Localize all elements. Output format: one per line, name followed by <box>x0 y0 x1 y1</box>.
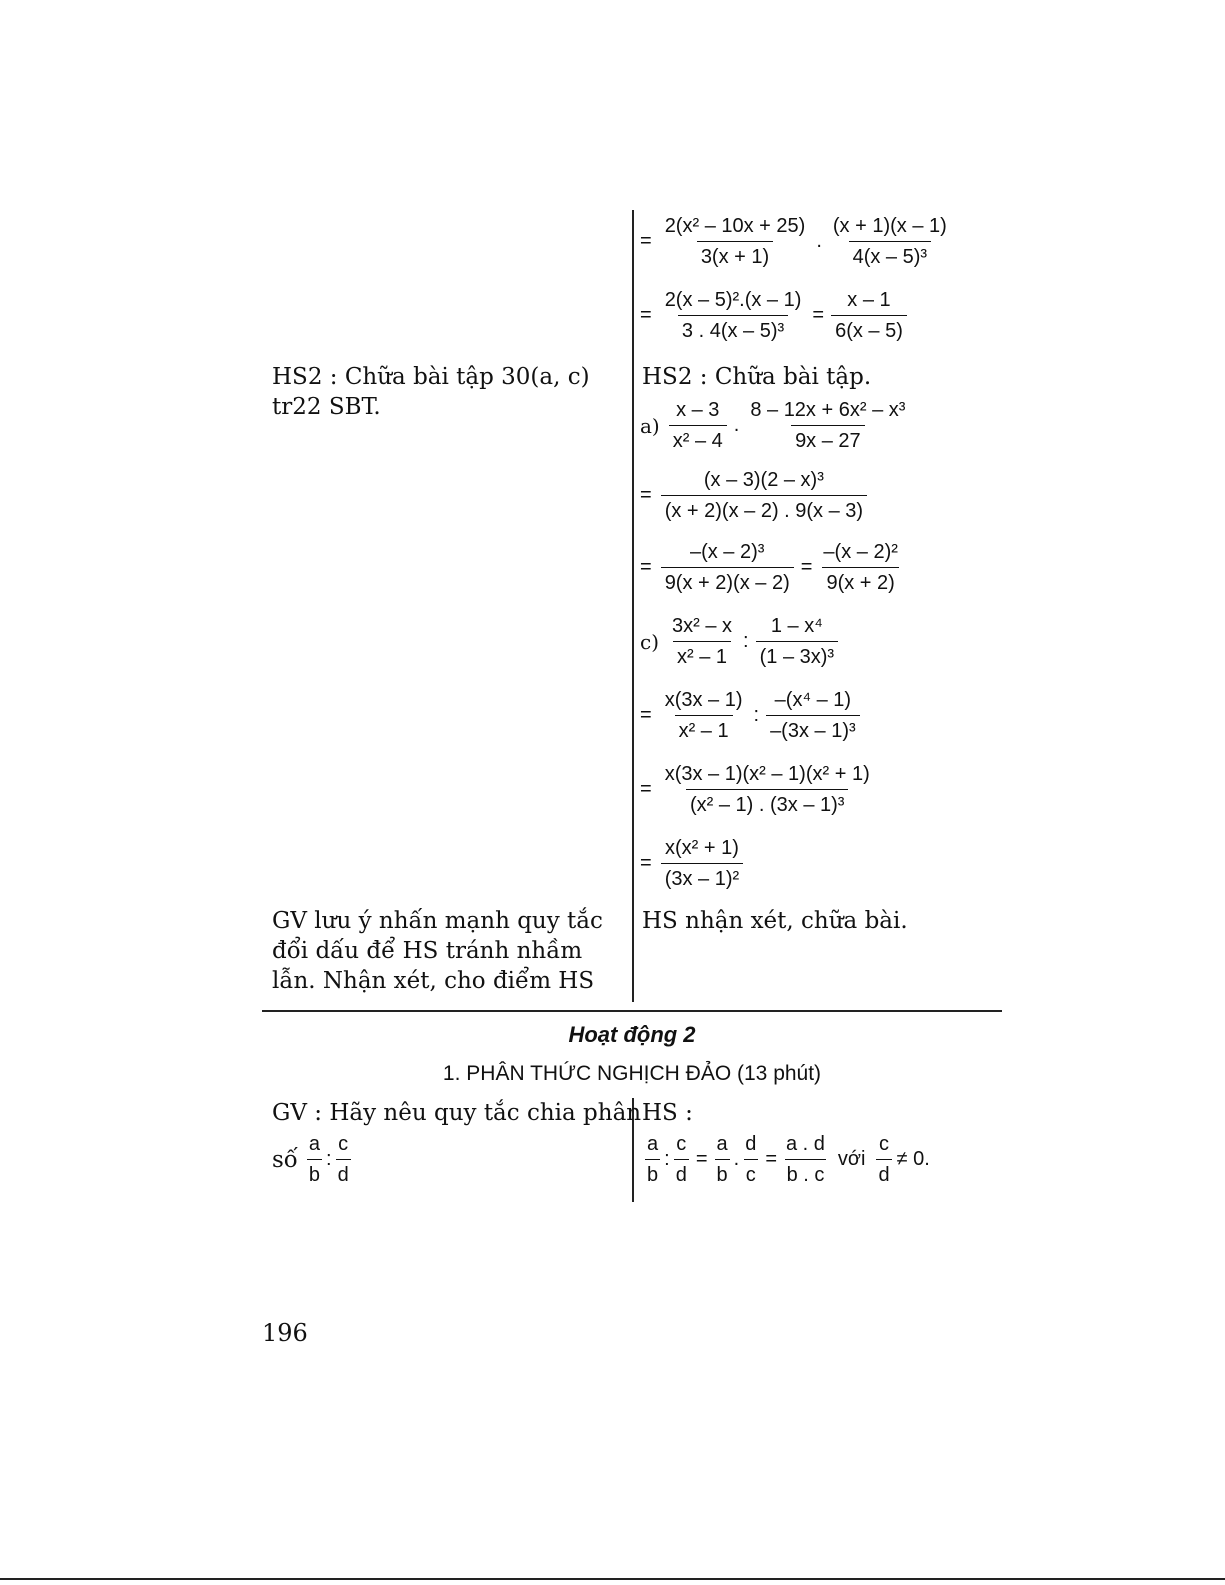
hs-division-rule: $\frac{a}{b}$ : $\frac{c}{d}$ = $\frac{a}{b}$ . $\frac{d}{c}$ = $\frac{a . d}{b . c}$ với $\frac{c}{d}$ ≠ 0. <box>647 1133 930 1186</box>
hs2-answer: HS2 : Chữa bài tập. <box>642 364 872 390</box>
equation-line-1: = $\frac{\text{2(x² – 10x + 25)}}{3(x + 1)}$ . $\frac{(x + 1)(x - 1)}{\text{4(x – 5)³}}$ <box>640 215 947 268</box>
hs2-task: HS2 : Chữa bài tập 30(a, c) tr22 SBT. <box>272 364 590 420</box>
page-bottom-rule <box>0 1578 1225 1580</box>
equation-line-2: = $\frac{\text{2(x – 5)².(x – 1)}}{\text{3 . 4(x – 5)³}}$ = $\frac{x - 1}{6(x - 5)}$ <box>640 288 910 343</box>
activity-subtitle: 1. PHÂN THỨC NGHỊCH ĐẢO (13 phút) <box>442 1062 822 1085</box>
equation-a1: a) $\frac{x - 3}{\text{x² – 4}}$ . $\frac{\text{8 – 12x + 6x² – x³}}{9x - 27}$ <box>640 399 906 452</box>
gv-note: GV lưu ý nhấn mạnh quy tắc đổi dấu để HS tránh nhầm lẫn. Nhận xét, cho điểm HS <box>272 908 603 994</box>
equation-c1: c) $\frac{\text{3x² – x}}{\text{x² – 1}}$ : $\frac{\text{1 – x⁴}}{\text{(1 – 3x)³}}$ <box>640 614 841 669</box>
hs-review: HS nhận xét, chữa bài. <box>642 908 908 934</box>
equation-c4: = $\frac{\text{x(x² + 1)}}{\text{(3x – 1)²}}$ <box>640 836 746 891</box>
page-number: 196 <box>262 1319 308 1347</box>
activity-title: Hoạt động 2 <box>568 1022 696 1047</box>
gv-fraction-division: số $\frac{a}{b}$ : $\frac{c}{d}$ <box>272 1133 349 1186</box>
hs-label: HS : <box>642 1100 693 1126</box>
equation-c3: = $\frac{\text{x(3x – 1)(x² – 1)(x² + 1)}}{\text{(x² – 1) . (3x – 1)³}}$ <box>640 763 870 816</box>
equation-c2: = $\frac{x(3x - 1)}{\text{x² – 1}}$ : $\frac{\text{–(x⁴ – 1)}}{\text{–(3x – 1)³}}$ <box>640 688 863 743</box>
column-divider-top <box>632 210 634 1002</box>
gv-question: GV : Hãy nêu quy tắc chia phân <box>272 1100 642 1126</box>
equation-a2: = $\frac{\text{(x – 3)(2 – x)³}}{(x + 2)(x - 2) . 9(x - 3)}$ <box>640 468 870 523</box>
equation-a3: = $\frac{\text{–(x – 2)³}}{9(x + 2)(x - 2)}$ = $\frac{\text{–(x – 2)²}}{9(x + 2)}$ <box>640 541 898 594</box>
section-divider <box>262 1010 1002 1012</box>
